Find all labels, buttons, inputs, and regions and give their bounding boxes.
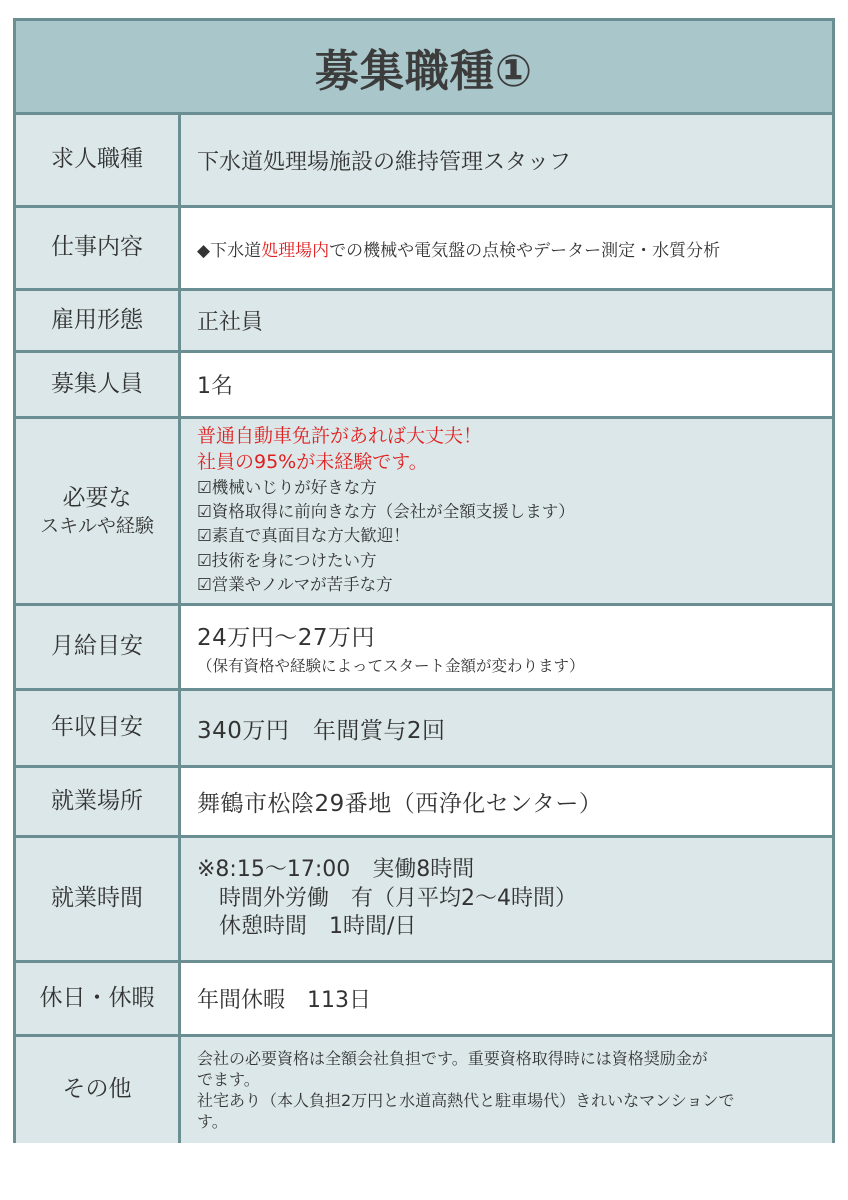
skills-red-line: 社員の95%が未経験です。 [197, 450, 428, 473]
value-location: 舞鶴市松陰29番地（西浄化センター） [181, 768, 832, 835]
work-suffix: での機械や電気盤の点検やデーター測定・水質分析 [329, 240, 721, 261]
label-work-content: 仕事内容 [16, 208, 181, 288]
row-skills [16, 419, 832, 606]
row-annual [16, 691, 832, 768]
salary-note: （保有資格や経験によってスタート金額が変わります） [197, 656, 585, 675]
row-other [16, 1037, 832, 1143]
value-employment: 正社員 [181, 291, 832, 350]
value-hours [181, 838, 832, 960]
job-sheet [13, 18, 835, 1143]
value-other [181, 1037, 832, 1143]
salary-range: 24万円～27万円 [197, 624, 376, 651]
row-headcount [16, 353, 832, 419]
row-holidays [16, 963, 832, 1037]
label-employment: 雇用形態 [16, 291, 181, 350]
label-other: その他 [16, 1037, 181, 1143]
value-work-content [181, 208, 832, 288]
value-annual: 340万円 年間賞与2回 [181, 691, 832, 765]
other-line: 会社の必要資格は全額会社負担です。重要資格取得時には資格奨励金が [197, 1048, 708, 1068]
label-skills-line1: 必要な [62, 484, 132, 511]
hours-line: 時間外労働 有（月平均2～4時間） [197, 885, 577, 911]
label-holidays: 休日・休暇 [16, 963, 181, 1034]
row-employment [16, 291, 832, 353]
page-title: 募集職種① [314, 45, 534, 97]
value-holidays: 年間休暇 113日 [181, 963, 832, 1034]
value-headcount: 1名 [181, 353, 832, 416]
row-job-type [16, 115, 832, 208]
skills-item: ☑機械いじりが好きな方 [197, 477, 377, 497]
skills-item: ☑資格取得に前向きな方（会社が全額支援します） [197, 502, 575, 522]
work-highlight: 処理場内 [261, 240, 330, 261]
label-salary: 月給目安 [16, 606, 181, 688]
other-line: でます。 [197, 1069, 260, 1089]
skills-item: ☑技術を身につけたい方 [197, 550, 377, 570]
work-prefix: ◆下水道 [197, 240, 262, 261]
row-salary [16, 606, 832, 691]
label-headcount: 募集人員 [16, 353, 181, 416]
label-job-type: 求人職種 [16, 115, 181, 205]
other-line: 社宅あり（本人負担2万円と水道高熱代と駐車場代）きれいなマンションで [197, 1091, 735, 1110]
value-skills [181, 419, 832, 603]
skills-red-line: 普通自動車免許があれば大丈夫！ [197, 425, 483, 448]
value-salary [181, 606, 832, 688]
label-annual: 年収目安 [16, 691, 181, 765]
label-skills-line2: スキルや経験 [40, 514, 154, 537]
row-location [16, 768, 832, 838]
other-line: す。 [197, 1112, 228, 1132]
title-banner [16, 21, 832, 115]
row-hours [16, 838, 832, 963]
skills-item: ☑素直で真面目な方大歓迎！ [197, 526, 410, 546]
row-work-content [16, 208, 832, 291]
value-job-type: 下水道処理場施設の維持管理スタッフ [181, 115, 832, 205]
label-skills [16, 419, 181, 603]
label-location: 就業場所 [16, 768, 181, 835]
skills-item: ☑営業やノルマが苦手な方 [197, 575, 393, 595]
hours-line: ※8:15～17:00 実働8時間 [197, 857, 475, 883]
hours-line: 休憩時間 1時間/日 [197, 914, 417, 940]
label-hours: 就業時間 [16, 838, 181, 960]
